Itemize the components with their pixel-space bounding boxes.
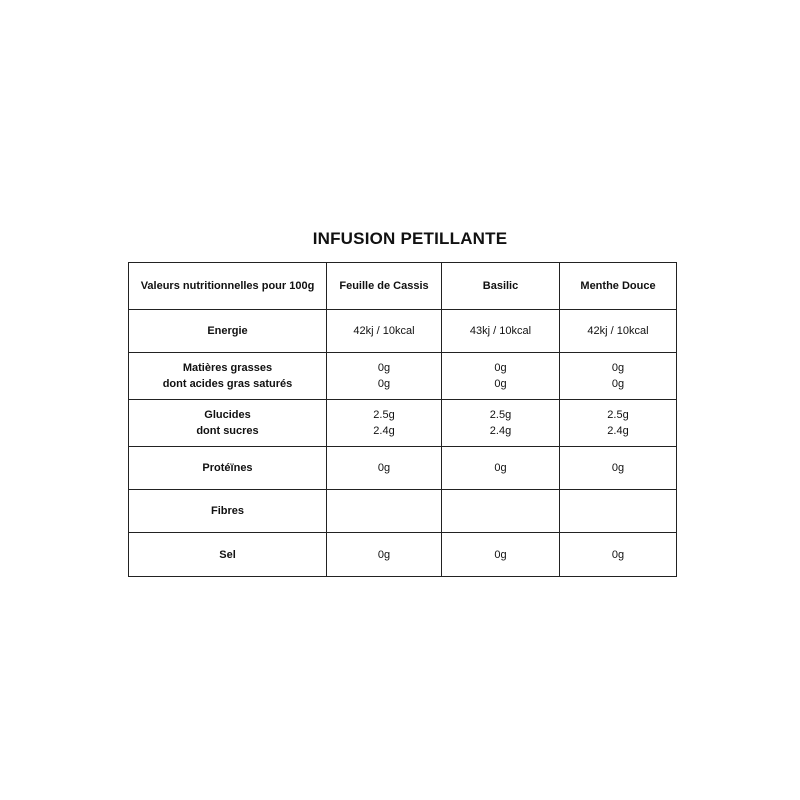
value-cell (560, 353, 677, 400)
row-label-line: Matières grasses (182, 362, 273, 374)
value-cell (560, 400, 677, 447)
cell-value: 2.5g (607, 409, 629, 421)
value-cell (442, 353, 560, 400)
cell-value: 0g (611, 362, 625, 374)
page-title: INFUSION PETILLANTE (312, 229, 508, 248)
cell-value: 0g (611, 548, 625, 561)
cell-value: 0g (494, 462, 507, 474)
row-label (129, 400, 327, 447)
row-label-line: dont acides gras saturés (162, 378, 293, 390)
cell-value: 0g (377, 362, 391, 374)
value-cell (442, 447, 560, 490)
cell-value: 43kj / 10kcal (469, 325, 532, 337)
column-header-menthe-douce: Menthe Douce (560, 263, 677, 310)
cell-value: 0g (377, 548, 391, 561)
value-cell (327, 310, 442, 353)
table-row-fibres (129, 490, 677, 533)
value-cell-empty (327, 490, 442, 533)
value-cell (327, 447, 442, 490)
row-label-line: Energie (207, 325, 248, 337)
value-cell (442, 310, 560, 353)
value-cell (327, 353, 442, 400)
table-header-row (129, 263, 677, 310)
cell-value: 0g (377, 462, 391, 474)
cell-value: 0g (377, 378, 391, 390)
cell-value: 2.5g (373, 409, 395, 421)
table-row-sel (129, 533, 677, 577)
row-label-line: Fibres (210, 505, 244, 517)
value-cell (560, 310, 677, 353)
value-cell (560, 533, 677, 577)
value-cell (327, 533, 442, 577)
cell-value: 42kj / 10kcal (587, 325, 649, 337)
row-label-line: Sel (219, 548, 236, 561)
cell-value: 2.4g (607, 425, 629, 437)
row-label (129, 310, 327, 353)
row-label-line: dont sucres (196, 425, 259, 437)
column-header-basilic: Basilic (442, 263, 560, 310)
cell-value: 0g (611, 378, 625, 390)
cell-value: 2.5g (489, 409, 512, 421)
cell-value: 0g (494, 378, 507, 390)
value-cell-empty (560, 490, 677, 533)
table-row-energie (129, 310, 677, 353)
row-label (129, 533, 327, 577)
cell-value: 0g (611, 462, 625, 474)
row-label-line: Glucides (204, 409, 251, 421)
cell-value: 2.4g (489, 425, 512, 437)
cell-value: 0g (494, 548, 507, 561)
value-cell (327, 400, 442, 447)
cell-value: 2.4g (373, 425, 395, 437)
table-row-matieres-grasses (129, 353, 677, 400)
table-row-glucides (129, 400, 677, 447)
column-header-feuille-de-cassis: Feuille de Cassis (327, 263, 442, 310)
value-cell (560, 447, 677, 490)
nutrition-table (128, 262, 677, 577)
value-cell-empty (442, 490, 560, 533)
header-label-cell: Valeurs nutritionnelles pour 100g (129, 263, 327, 310)
row-label-line: Protéïnes (202, 462, 253, 474)
row-label (129, 353, 327, 400)
cell-value: 0g (494, 362, 507, 374)
row-label (129, 490, 327, 533)
value-cell (442, 400, 560, 447)
table-row-proteines (129, 447, 677, 490)
cell-value: 42kj / 10kcal (353, 325, 415, 337)
value-cell (442, 533, 560, 577)
row-label (129, 447, 327, 490)
